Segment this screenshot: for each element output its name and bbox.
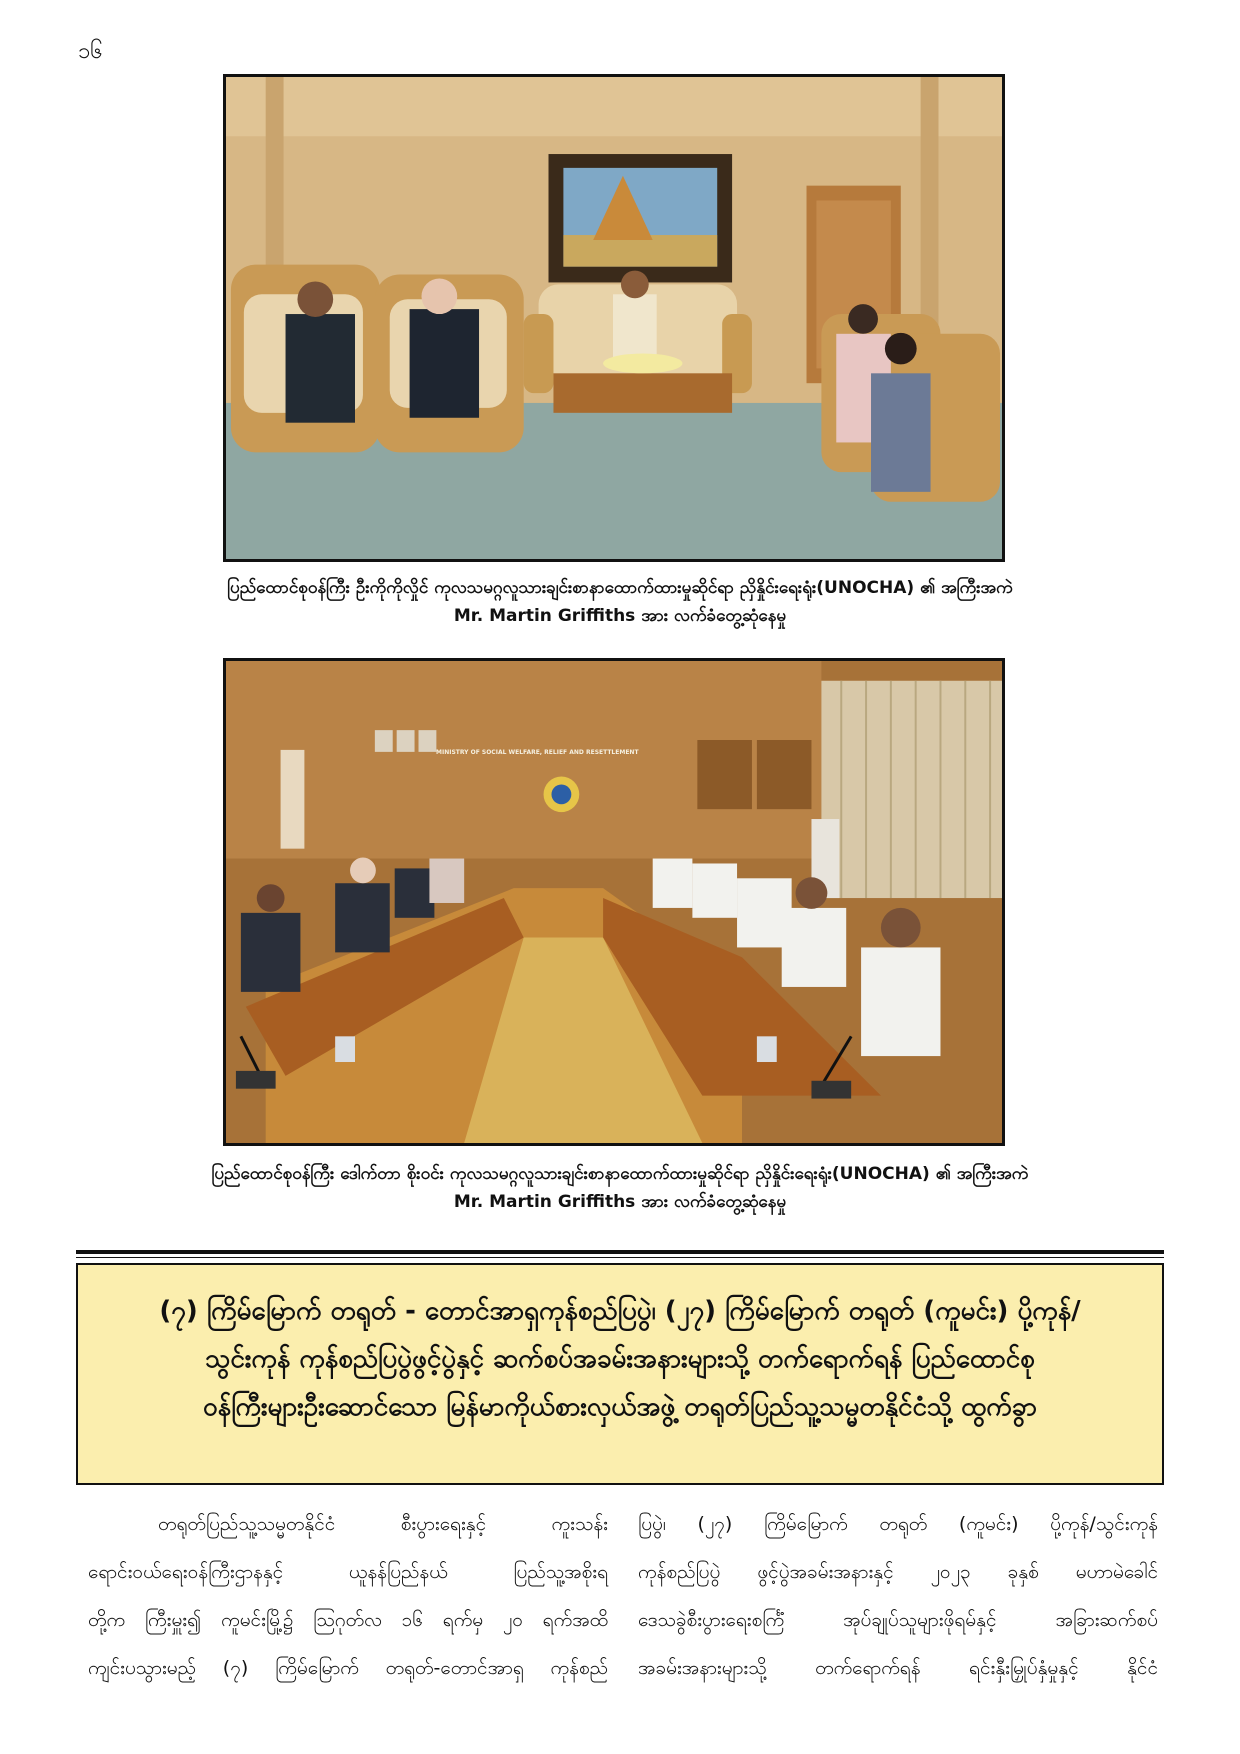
body-line: ကျင်းပသွားမည့် (၇) ကြိမ်မြောက် တရုတ်-တောင်အာရှ ကုန်စည်: [88, 1657, 608, 1679]
caption-line: ပြည်ထောင်စုဝန်ကြီး ဒေါက်တာ စိုးဝင်း ကုလသမဂ္ဂလူသားချင်းစာနာထောက်ထားမှုဆိုင်ရာ ညှိနှိုင်းရေးရုံး(UNOCHA) ၏ အကြီးအကဲ: [211, 1164, 1029, 1184]
headline-line: သွင်းကုန် ကုန်စည်ပြပွဲဖွင့်ပွဲနှင့် ဆက်စပ်အခမ်းအနားများသို့ တက်ရောက်ရန် ပြည်ထောင်စု: [205, 1344, 1035, 1374]
body-column-left: [88, 1500, 608, 1692]
caption-line: Mr. Martin Griffiths အား လက်ခံတွေ့ဆုံနေမှု: [453, 606, 787, 626]
section-divider: [76, 1250, 1164, 1254]
body-line: ကုန်စည်ပြပွဲ ဖွင့်ပွဲအခမ်းအနားနှင့် ၂၀၂၃ ခုနှစ် မဟာမဲခေါင်: [638, 1561, 1158, 1583]
photo-caption-2: [60, 1160, 1180, 1216]
meeting-photo-conference-room: [223, 658, 1005, 1146]
reception-room-scene: [226, 77, 1002, 559]
body-line: တရုတ်ပြည်သူ့သမ္မတနိုင်ငံ စီးပွားရေးနှင့် ကူးသန်း: [158, 1513, 608, 1535]
body-column-right: [638, 1500, 1158, 1692]
body-line: ပြပွဲ၊ (၂၇) ကြိမ်မြောက် တရုတ် (ကူမင်း) ပို့ကုန်/သွင်းကုန်: [638, 1513, 1158, 1535]
body-line: ဒေသခွဲစီးပွားရေးစင်္ကြံ အုပ်ချုပ်သူများဖိုရမ်နှင့် အခြားဆက်စပ်: [638, 1609, 1158, 1631]
meeting-photo-reception-room: [223, 74, 1005, 562]
ministry-wall-sign: MINISTRY OF SOCIAL WELFARE, RELIEF AND RESETTLEMENT: [436, 749, 639, 756]
headline-line: (၇) ကြိမ်မြောက် တရုတ် - တောင်အာရှကုန်စည်ပြပွဲ၊ (၂၇) ကြိမ်မြောက် တရုတ် (ကူမင်း) ပို့ကုန်/: [159, 1296, 1081, 1326]
page-number: ၁၆: [78, 39, 103, 64]
section-divider-thin: [76, 1257, 1164, 1258]
conference-room-scene: [226, 661, 1002, 1143]
body-line: ရောင်းဝယ်ရေးဝန်ကြီးဌာနနှင့် ယူနန်ပြည်နယ် ပြည်သူ့အစိုးရ: [88, 1561, 608, 1583]
photo-caption-1: [60, 574, 1180, 630]
body-line: တို့က ကြီးမှူး၍ ကူမင်းမြို့၌ ဩဂုတ်လ ၁၆ ရက်မှ ၂၀ ရက်အထိ: [88, 1609, 608, 1631]
body-line: အခမ်းအနားများသို့ တက်ရောက်ရန် ရင်းနှီးမြှုပ်နှံမှုနှင့် နိုင်ငံ: [638, 1657, 1158, 1679]
caption-line: Mr. Martin Griffiths အား လက်ခံတွေ့ဆုံနေမှု: [453, 1192, 787, 1212]
caption-line: ပြည်ထောင်စုဝန်ကြီး ဦးကိုကိုလှိုင် ကုလသမဂ္ဂလူသားချင်းစာနာထောက်ထားမှုဆိုင်ရာ ညှိနှိုင်းရေးရုံး(UNOCHA) ၏ အကြီးအကဲ: [227, 578, 1013, 598]
headline-line: ဝန်ကြီးများဦးဆောင်သော မြန်မာကိုယ်စားလှယ်အဖွဲ့ တရုတ်ပြည်သူ့သမ္မတနိုင်ငံသို့ ထွက်ခွာ: [203, 1392, 1037, 1422]
article-headline: [76, 1263, 1164, 1485]
article-body: [88, 1500, 1164, 1740]
